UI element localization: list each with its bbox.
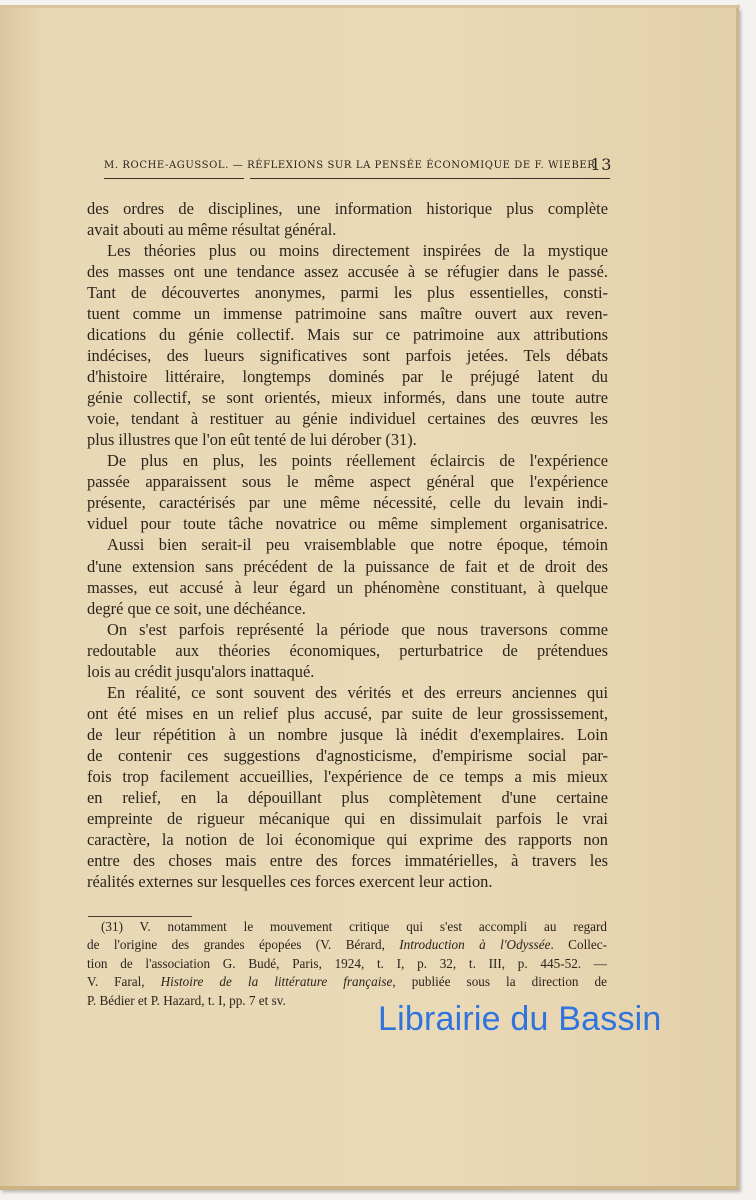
body-line: entre des choses mais entre des forces immatérielles, à travers les [87,850,608,870]
footnote-line: V. Faral, Histoire de la littérature française, publiée sous la direction de [87,974,607,990]
running-header [104,155,612,174]
body-line: présente, caractérisés par une même nécessité, celle du levain indi- [87,493,608,513]
body-line: On s'est parfois représenté la période que nous traversons comme [107,619,608,639]
body-line: Aussi bien serait-il peu vraisemblable que notre époque, témoin [107,535,608,555]
body-line: dications du génie collectif. Mais sur ce patrimoine aux attributions [87,325,608,345]
body-line: viduel pour toute tâche novatrice ou même simplement organisatrice. [87,514,608,534]
footnote-separator [88,916,192,917]
running-title: M. ROCHE-AGUSSOL. — RÉFLEXIONS SUR LA PENSÉE ÉCONOMIQUE DE F. WIEBER [104,160,596,171]
body-line: lois au crédit jusqu'alors inattaqué. [87,661,315,681]
body-line: génie collectif, se sont orientés, mieux informés, dans une toute autre [87,388,608,408]
body-line: plus illustres que l'on eût tenté de lui dérober (31). [87,430,417,450]
body-line: empreinte de rigueur mécanique qui en dissimulait parfois le vrai [87,808,608,828]
body-line: des ordres de disciplines, une information historique plus complète [87,199,608,218]
page-number: 13 [590,155,612,174]
body-line: en relief, en la dépouillant plus complètement d'une certaine [87,787,608,807]
body-line: des masses ont une tendance assez accusée à se réfugier dans le passé. [87,262,608,282]
body-line: redoutable aux théories économiques, perturbatrice de prétendues [87,640,608,660]
body-line: masses, eut accusé à leur égard un phénomène constituant, à quelque [87,577,608,597]
body-line: degré que ce soit, une déchéance. [87,598,306,618]
body-line: avait abouti au même résultat général. [87,220,337,240]
body-line: passée apparaissent sous le même aspect général que l'expérience [87,472,608,492]
body-line: caractère, la notion de loi économique qui exprime des rapports non [87,829,608,849]
body-line: Tant de découvertes anonymes, parmi les plus essentielles, consti- [87,283,608,303]
body-line: tuent comme un immense patrimoine sans maître ouvert aux reven- [87,304,608,324]
body-line: voie, tendant à restituer au génie individuel certaines des œuvres les [87,409,608,429]
body-line: ont été mises en un relief plus accusé, par suite de leur grossissement, [87,703,608,723]
body-line: d'une extension sans précédent de la puissance de fait et de droit des [87,556,608,576]
header-rule-right [250,178,610,179]
footnote-line: tion de l'association G. Budé, Paris, 1924, t. I, p. 32, t. III, p. 445-52. — [87,955,607,971]
footnote-line: de l'origine des grandes épopées (V. Bérard, Introduction à l'Odyssée. Collec- [87,937,607,953]
body-line: de contenir ces suggestions d'agnosticisme, d'empirisme social par- [87,745,608,765]
page-edge [0,5,740,8]
body-line: De plus en plus, les points réellement éclaircis de l'expérience [107,451,608,471]
header-rule-left [104,178,244,179]
body-line: En réalité, ce sont souvent des vérités et des erreurs anciennes qui [107,682,608,702]
footnote-line: P. Bédier et P. Hazard, t. I, pp. 7 et sv. [87,992,286,1008]
body-line: indécises, des lueurs significatives sont parfois jetées. Tels débats [87,346,608,366]
body-line: Les théories plus ou moins directement inspirées de la mystique [107,241,608,261]
body-line: fois trop facilement accueillies, l'expérience de ce temps a mis mieux [87,766,608,786]
body-line: d'histoire littéraire, longtemps dominés par le préjugé latent du [87,367,608,387]
watermark: Librairie du Bassin [378,1000,662,1038]
footnote-line: (31) V. notamment le mouvement critique qui s'est accompli au regard [101,919,607,934]
body-line: réalités externes sur lesquelles ces forces exercent leur action. [87,871,493,891]
body-line: de leur répétition à un nombre jusque là inédit d'exemplaires. Loin [87,724,608,744]
